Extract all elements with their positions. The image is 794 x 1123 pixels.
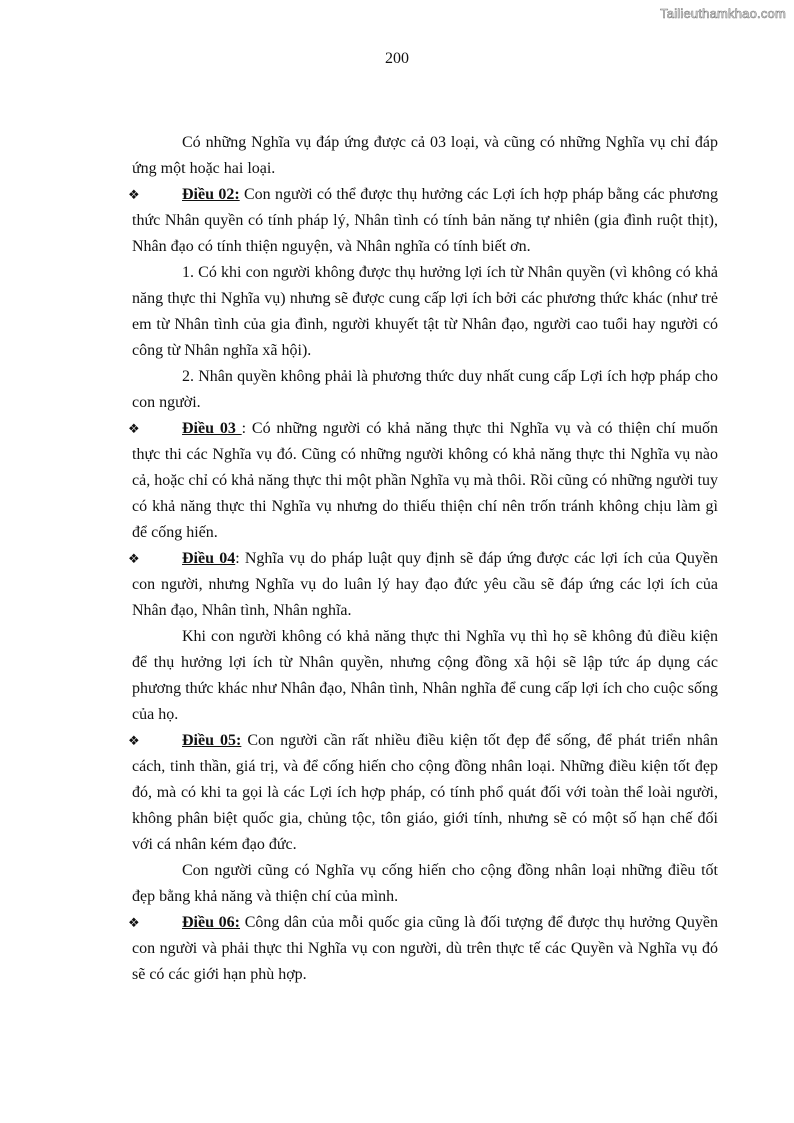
article-02	[128, 182, 719, 260]
article-03-text	[132, 416, 718, 546]
article-02-heading: Điều 02:	[182, 186, 240, 203]
diamond-bullet-icon: ❖	[128, 188, 140, 203]
article-03-body: : Có những người có khả năng thực thi Nghĩa vụ và có thiện chí muốn thực thi các Nghĩa vụ đó. Cũng có những người không có khả năng thực thi Nghĩa vụ nào cả, hoặc chỉ có khả năng thực thi một phần Nghĩa vụ mà thôi. Rồi cũng có những người tuy có khả năng thực thi Nghĩa vụ nhưng do thiếu thiện chí nên trốn tránh không chịu làm gì để cống hiến.	[132, 420, 718, 541]
article-06-text	[132, 910, 718, 988]
article-06-heading: Điều 06:	[182, 914, 241, 931]
article-06	[128, 910, 718, 988]
page-number: 200	[385, 50, 409, 67]
diamond-bullet-icon: ❖	[128, 552, 140, 567]
article-04	[128, 546, 719, 624]
article-06-body: Công dân của mỗi quốc gia cũng là đối tượng để được thụ hưởng Quyền con người và phải thực thi Nghĩa vụ con người, dù trên thực tế các Quyền và Nghĩa vụ đó sẽ có các giới hạn phù hợp.	[132, 914, 718, 983]
article-03	[128, 416, 718, 546]
article-04-body: : Nghĩa vụ do pháp luật quy định sẽ đáp ứng được các lợi ích của Quyền con người, nhưng Nghĩa vụ do luân lý hay đạo đức yêu cầu sẽ đáp ứng các lợi ích của Nhân đạo, Nhân tình, Nhân nghĩa.	[132, 550, 719, 619]
document-body	[128, 130, 719, 988]
article-04-paragraph: Khi con người không có khả năng thực thi Nghĩa vụ thì họ sẽ không đủ điều kiện để thụ hưởng lợi ích từ Nhân quyền, nhưng cộng đồng xã hội sẽ lập tức áp dụng các phương thức khác như Nhân đạo, Nhân tình, Nhân nghĩa để cung cấp lợi ích cho cuộc sống của họ.	[132, 628, 718, 723]
diamond-bullet-icon: ❖	[128, 916, 140, 931]
diamond-bullet-icon: ❖	[128, 734, 140, 749]
article-05-body: Con người cần rất nhiều điều kiện tốt đẹp để sống, để phát triển nhân cách, tinh thần, giá trị, và để cống hiến cho cộng đồng nhân loại. Những điều kiện tốt đẹp đó, mà có khi ta gọi là các Lợi ích hợp pháp, có tính phổ quát đối với toàn thể loài người, không phân biệt quốc gia, chủng tộc, tôn giáo, giới tính, nhưng sẽ có một số hạn chế đối với cá nhân kém đạo đức.	[132, 732, 719, 853]
article-05-text	[132, 728, 718, 858]
article-02-point-1: 1. Có khi con người không được thụ hưởng lợi ích từ Nhân quyền (vì không có khả năng thực thi Nghĩa vụ) nhưng sẽ được cung cấp lợi ích bởi các phương thức khác (như trẻ em từ Nhân tình của gia đình, người khuyết tật từ Nhân đạo, người cao tuổi hay người có công từ Nhân nghĩa xã hội).	[132, 264, 718, 359]
article-05	[128, 728, 719, 858]
intro-paragraph: Có những Nghĩa vụ đáp ứng được cả 03 loại, và cũng có những Nghĩa vụ chỉ đáp ứng một hoặc hai loại.	[132, 134, 718, 177]
article-03-heading: Điều 03	[182, 420, 242, 437]
article-02-text	[132, 182, 718, 260]
article-05-paragraph: Con người cũng có Nghĩa vụ cống hiến cho cộng đồng nhân loại những điều tốt đẹp bằng khả năng và thiện chí của mình.	[132, 862, 718, 905]
diamond-bullet-icon: ❖	[128, 422, 140, 437]
article-05-heading: Điều 05:	[182, 732, 242, 749]
article-04-text	[132, 546, 718, 624]
watermark: Tailieuthamkhao.com	[660, 6, 786, 21]
article-02-body: Con người có thể được thụ hưởng các Lợi ích hợp pháp bằng các phương thức Nhân quyền có tính pháp lý, Nhân tình có tính bản năng tự nhiên (gia đình ruột thịt), Nhân đạo có tính thiện nguyện, và Nhân nghĩa có tính biết ơn.	[132, 186, 719, 255]
article-02-point-2: 2. Nhân quyền không phải là phương thức duy nhất cung cấp Lợi ích hợp pháp cho con người.	[132, 368, 718, 411]
article-04-heading: Điều 04	[182, 550, 236, 567]
